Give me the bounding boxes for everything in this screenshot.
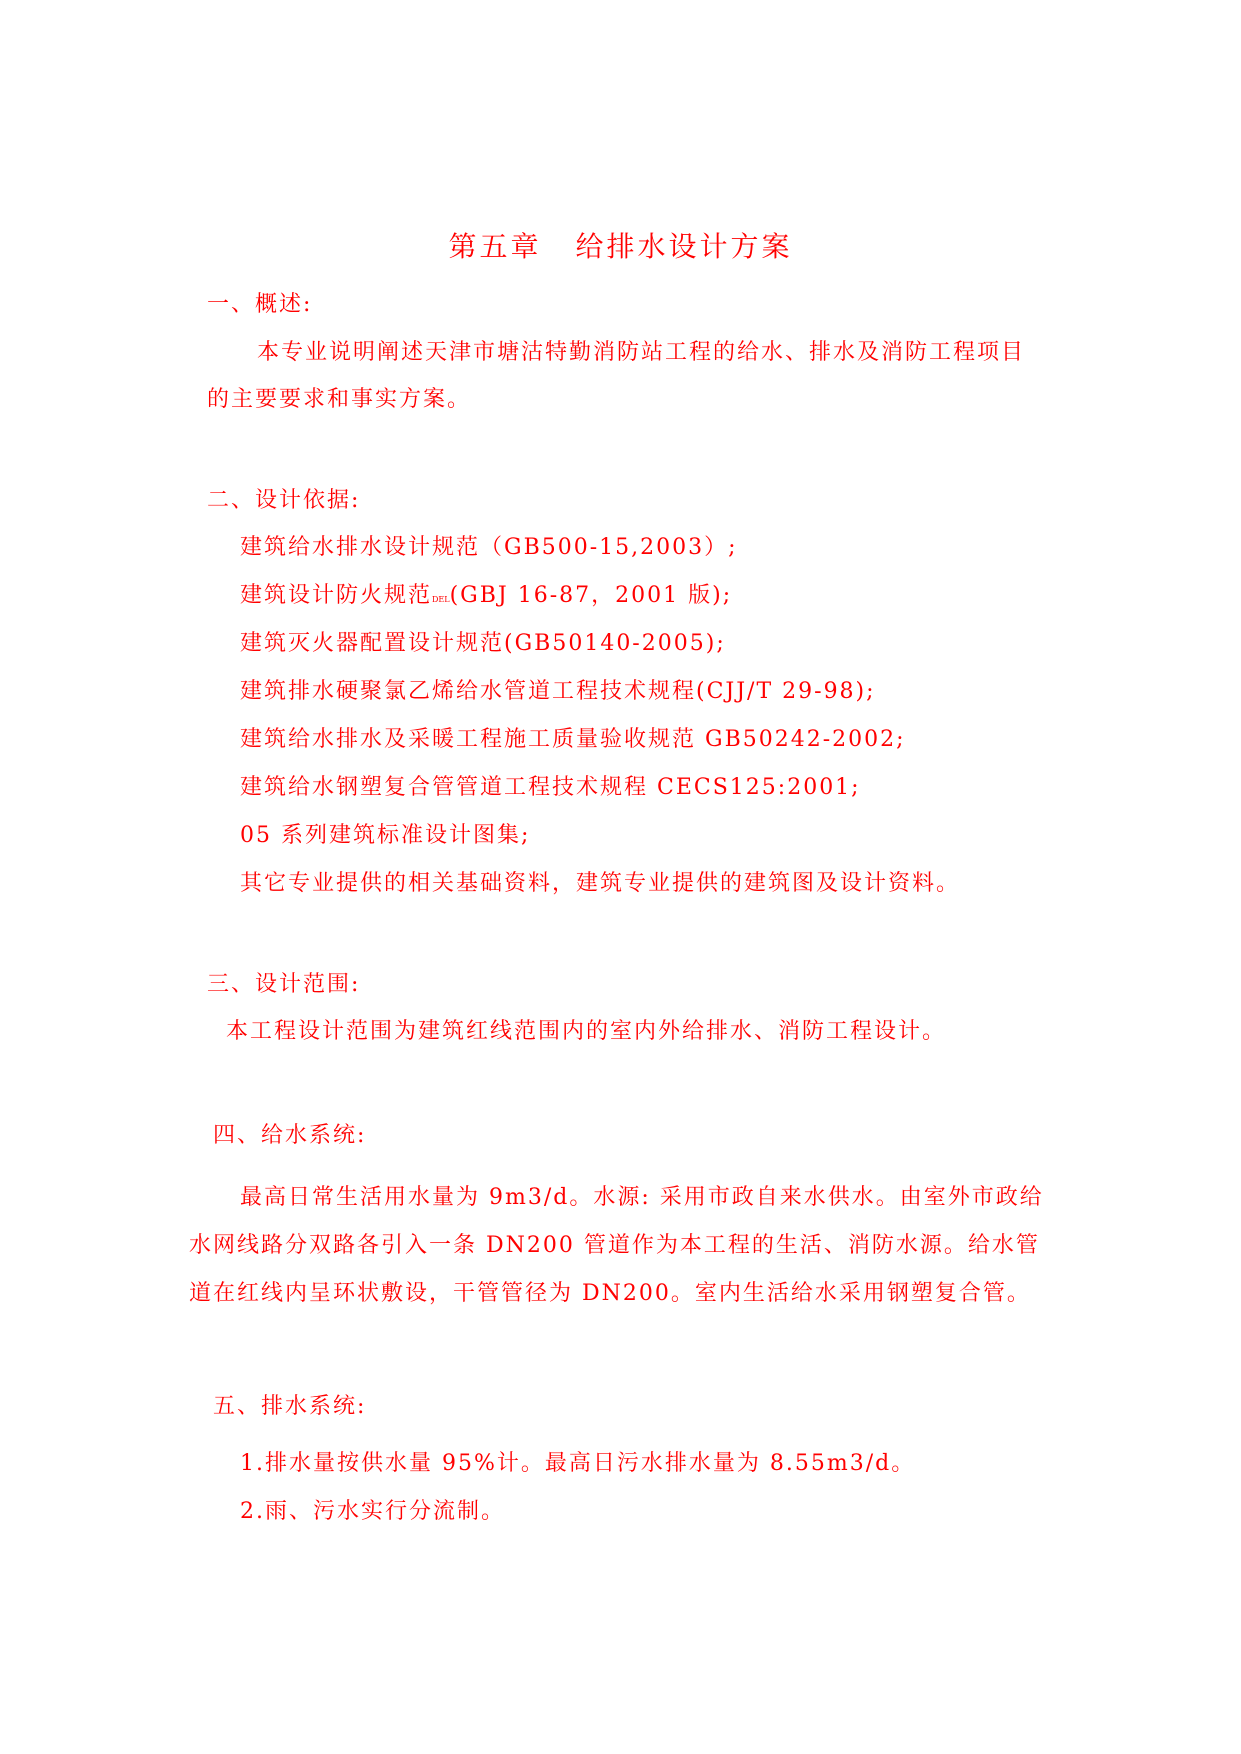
reference-item: 其它专业提供的相关基础资料，建筑专业提供的建筑图及设计资料。 — [240, 871, 961, 896]
section-1-paragraph-line-2: 的主要要求和事实方案。 — [207, 387, 472, 412]
reference-item-text: 建筑设计防火规范 — [240, 583, 433, 608]
section-4-heading: 四、给水系统: — [213, 1123, 367, 1148]
section-4-paragraph-line-3: 道在红线内呈环状敷设，干管管径为 DN200。室内生活给水采用钢塑复合管。 — [189, 1281, 1031, 1306]
del-mark: DEL — [432, 595, 450, 604]
page-title — [0, 229, 1241, 265]
chapter-name: 给排水设计方案 — [575, 230, 793, 263]
section-3-paragraph: 本工程设计范围为建筑红线范围内的室内外给排水、消防工程设计。 — [226, 1019, 947, 1044]
reference-item: 05 系列建筑标准设计图集; — [240, 823, 531, 848]
section-2-heading: 二、设计依据: — [207, 488, 361, 513]
reference-item: 建筑给水排水及采暖工程施工质量验收规范 GB50242-2002; — [240, 727, 906, 752]
chapter-number: 第五章 — [448, 230, 542, 263]
section-3-heading: 三、设计范围: — [207, 972, 361, 997]
section-1-paragraph-line-1: 本专业说明阐述天津市塘沽特勤消防站工程的给水、排水及消防工程项目 — [257, 340, 1026, 365]
section-4-paragraph-line-2: 水网线路分双路各引入一条 DN200 管道作为本工程的生活、消防水源。给水管 — [189, 1233, 1040, 1258]
reference-item: 建筑灭火器配置设计规范(GB50140-2005); — [240, 631, 726, 656]
reference-item-tail: (GBJ 16-87，2001 版); — [449, 583, 733, 608]
section-4-paragraph-line-1: 最高日常生活用水量为 9m3/d。水源: 采用市政自来水供水。由室外市政给 — [240, 1185, 1044, 1210]
section-1-heading: 一、概述: — [207, 292, 313, 317]
reference-item: 建筑给水排水设计规范（GB500-15,2003）; — [240, 535, 738, 560]
reference-item — [240, 581, 732, 615]
section-5-heading: 五、排水系统: — [213, 1394, 367, 1419]
reference-item: 建筑排水硬聚氯乙烯给水管道工程技术规程(CJJ/T 29-98); — [240, 679, 876, 704]
section-5-line-1: 1.排水量按供水量 95%计。最高日污水排水量为 8.55m3/d。 — [240, 1451, 916, 1476]
reference-item: 建筑给水钢塑复合管管道工程技术规程 CECS125:2001; — [240, 775, 861, 800]
section-5-line-2: 2.雨、污水实行分流制。 — [240, 1499, 505, 1524]
